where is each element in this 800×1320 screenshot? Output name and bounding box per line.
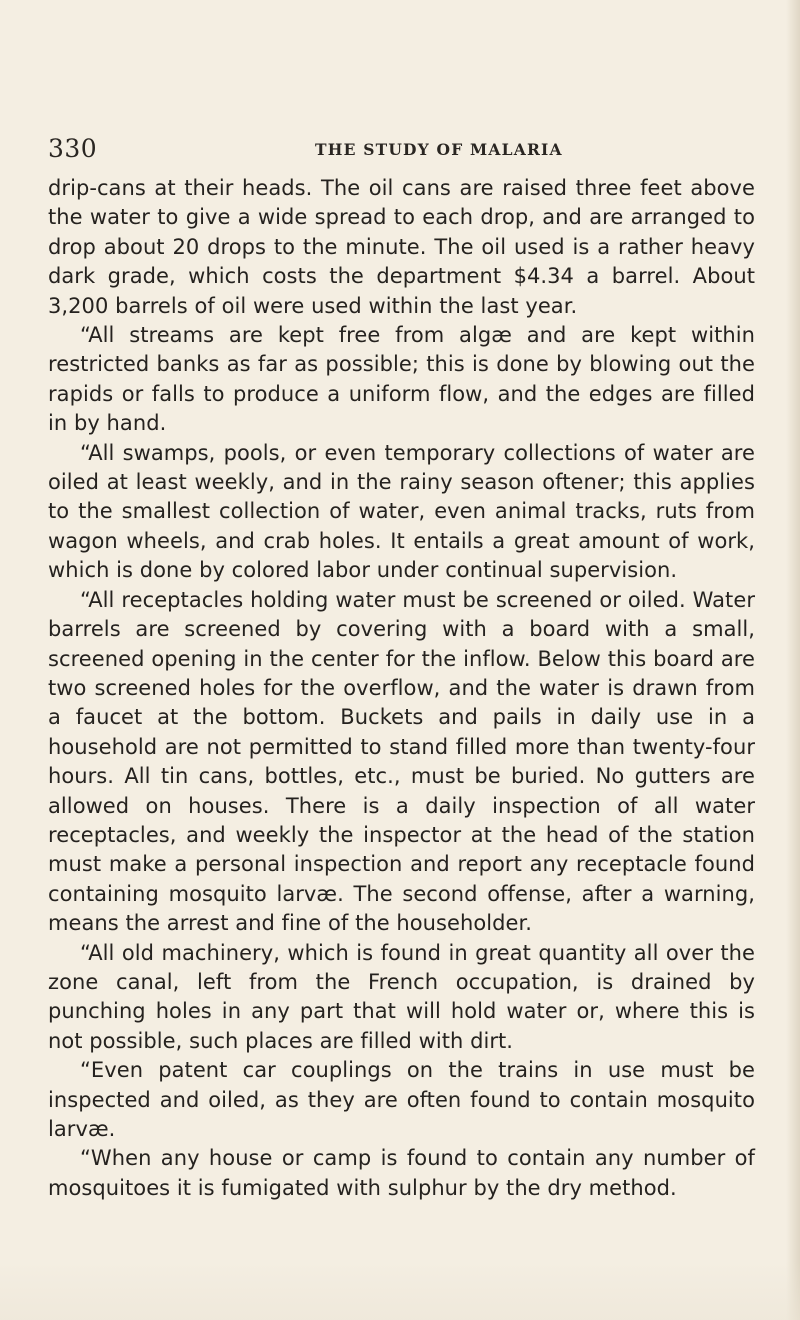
- page-number: 330: [48, 134, 98, 163]
- paragraph-continuation: drip-cans at their heads. The oil cans are raised three feet above the water to give a wide spread to each drop, and are arranged to drop about 20 drops to the minute. The oil used is a rather heavy dark grade, which costs the department $4.34 a barrel. About 3,200 barrels of oil were used within the last year.: [48, 176, 755, 318]
- paragraph-receptacles: “All receptacles holding water must be screened or oiled. Water barrels are screened by covering with a board with a small, screened opening in the center for the inflow. Below this board are two screened holes for the overflow, and the water is drawn from a faucet at the bottom. Buckets and pails in daily use in a household are not permitted to stand filled more than twenty-four hours. All tin cans, bottles, etc., must be buried. No gutters are allowed on houses. There is a daily inspection of all water receptacles, and weekly the inspector at the head of the station must make a personal inspection and report any receptacle found containing mosquito larvæ. The second offense, after a warning, means the arrest and fine of the householder.: [48, 587, 755, 936]
- running-head: [40, 134, 760, 174]
- paragraph-machinery: “All old machinery, which is found in great quantity all over the zone canal, left from the French occupation, is drained by punching holes in any part that will hold water or, where this is not possible, such places are filled with dirt.: [48, 940, 755, 1053]
- paragraph-streams: “All streams are kept free from algæ and are kept within restricted banks as far as possible; this is done by blowing out the rapids or falls to produce a uniform flow, and the edges are filled in by hand.: [48, 323, 755, 436]
- paragraph-fumigation: “When any house or camp is found to contain any number of mosquitoes it is fumigated with sulphur by the dry method.: [48, 1146, 755, 1200]
- paragraph-swamps: “All swamps, pools, or even temporary collections of water are oiled at least weekly, and in the rainy season oftener; this applies to the smallest collection of water, even animal tracks, ruts from wagon wheels, and crab holes. It entails a great amount of work, which is done by colored labor under continual supervision.: [48, 440, 755, 583]
- running-head-title: THE STUDY OF MALARIA: [315, 140, 563, 159]
- body-text: [48, 174, 755, 1203]
- page-edge-shadow: [786, 0, 800, 1320]
- page-bottom-shading: [0, 1260, 800, 1320]
- paragraph-car-couplings: “Even patent car couplings on the trains in use must be inspected and oiled, as they are often found to contain mosquito larvæ.: [48, 1058, 755, 1141]
